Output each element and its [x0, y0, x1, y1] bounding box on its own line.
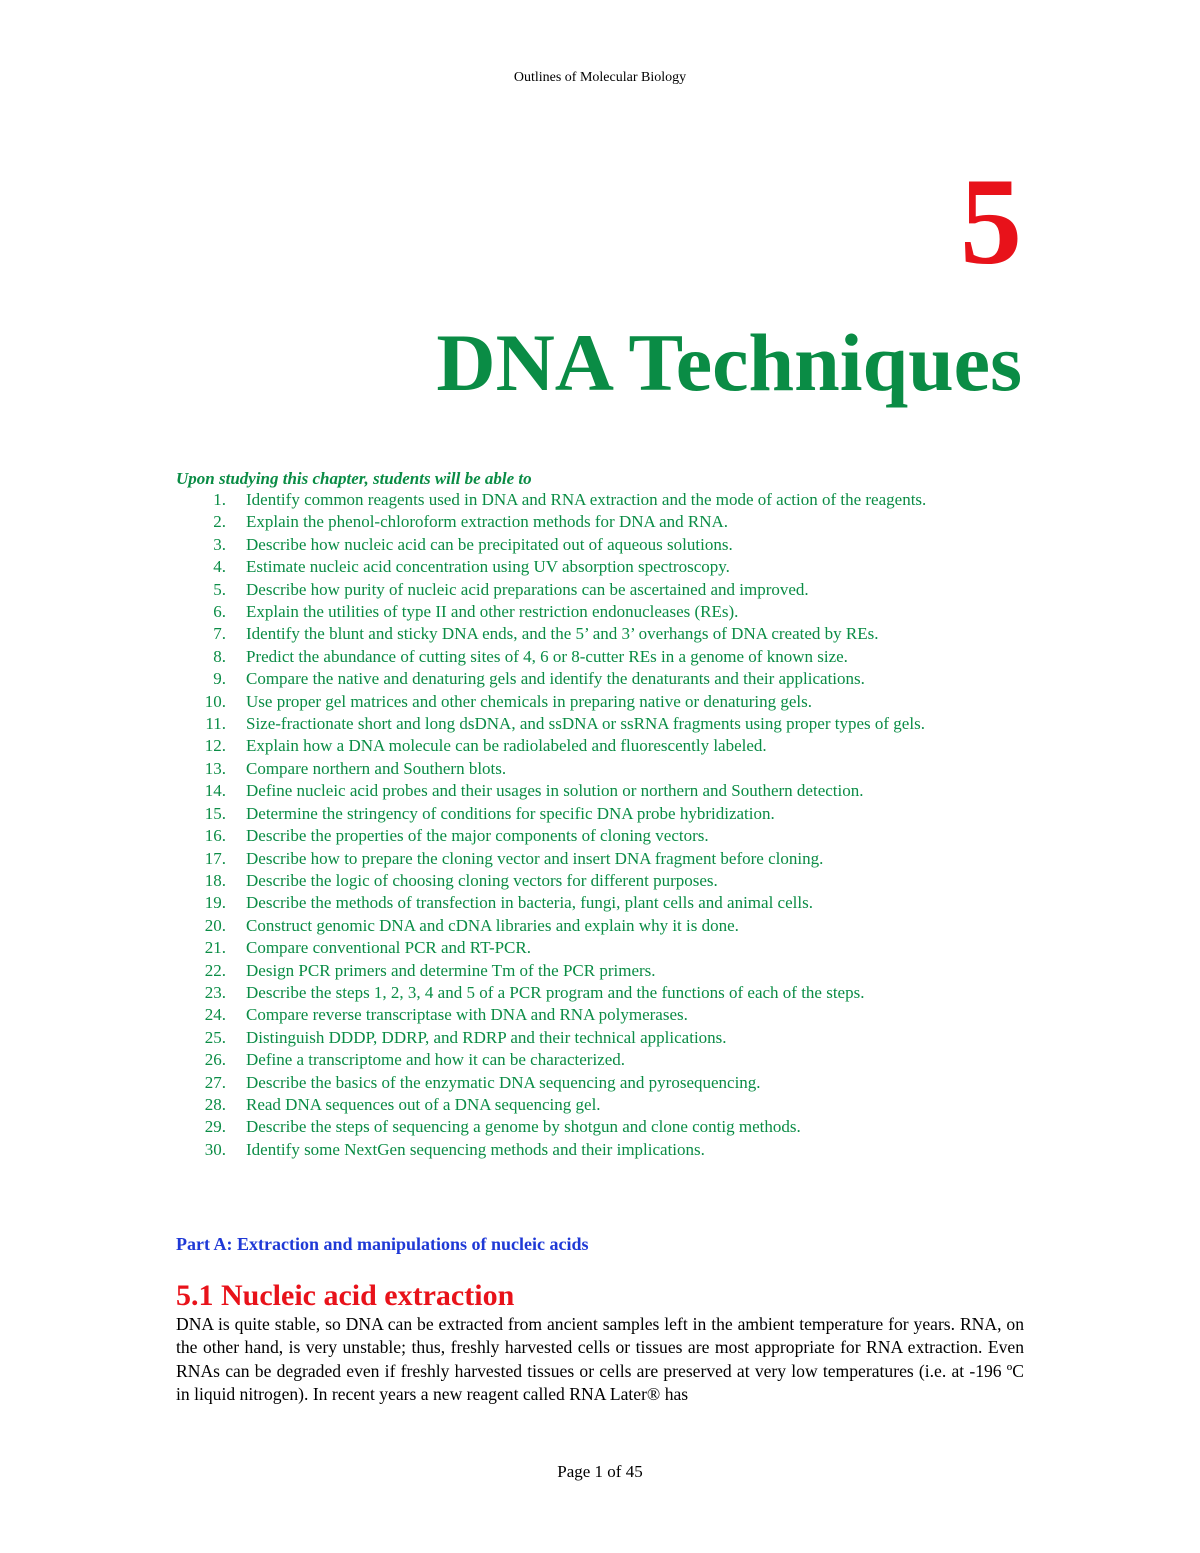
- objective-item: 6. Explain the utilities of type II and other restriction endonucleases (REs).: [213, 602, 739, 622]
- objective-item: 4. Estimate nucleic acid concentration using UV absorption spectroscopy.: [213, 557, 730, 577]
- objective-item: 7. Identify the blunt and sticky DNA ends, and the 5’ and 3’ overhangs of DNA created by REs.: [213, 624, 879, 644]
- objective-item: 10. Use proper gel matrices and other chemicals in preparing native or denaturing gels.: [204, 691, 812, 711]
- objective-item: 24. Compare reverse transcriptase with DNA and RNA polymerases.: [204, 1005, 688, 1025]
- objective-item: 25. Distinguish DDDP, DDRP, and RDRP and their technical applications.: [204, 1027, 727, 1047]
- objective-item: 28. Read DNA sequences out of a DNA sequencing gel.: [204, 1094, 601, 1114]
- objective-item: 29. Describe the steps of sequencing a genome by shotgun and clone contig methods.: [204, 1117, 801, 1137]
- objective-item: 5. Describe how purity of nucleic acid preparations can be ascertained and improved.: [213, 579, 809, 599]
- objective-item: 23. Describe the steps 1, 2, 3, 4 and 5 of a PCR program and the functions of each of the steps.: [204, 982, 865, 1002]
- objective-item: 3. Describe how nucleic acid can be precipitated out of aqueous solutions.: [213, 534, 733, 554]
- objective-item: 8. Predict the abundance of cutting sites of 4, 6 or 8-cutter REs in a genome of known size.: [213, 646, 848, 666]
- chapter-number: 5: [960, 153, 1022, 290]
- running-header: Outlines of Molecular Biology: [513, 70, 687, 85]
- objective-item: 27. Describe the basics of the enzymatic DNA sequencing and pyrosequencing.: [204, 1072, 761, 1092]
- chapter-title: DNA Techniques: [436, 317, 1022, 408]
- objective-item: 1. Identify common reagents used in DNA and RNA extraction and the mode of action of the reagents.: [213, 490, 927, 509]
- objective-item: 9. Compare the native and denaturing gels and identify the denaturants and their applications.: [213, 669, 865, 689]
- section-heading: 5.1 Nucleic acid extraction: [176, 1279, 515, 1312]
- objective-item: 12. Explain how a DNA molecule can be radiolabeled and fluorescently labeled.: [204, 736, 767, 756]
- page-number: Page 1 of 45: [557, 1462, 643, 1481]
- objective-item: 22. Design PCR primers and determine Tm of the PCR primers.: [204, 960, 656, 980]
- objective-item: 2. Explain the phenol-chloroform extraction methods for DNA and RNA.: [213, 512, 729, 532]
- objective-item: 15. Determine the stringency of conditions for specific DNA probe hybridization.: [204, 803, 775, 823]
- objective-item: 20. Construct genomic DNA and cDNA libraries and explain why it is done.: [204, 915, 739, 935]
- objective-item: 26. Define a transcriptome and how it can be characterized.: [204, 1050, 626, 1070]
- objective-item: 14. Define nucleic acid probes and their usages in solution or northern and Southern detection.: [204, 781, 864, 801]
- objective-item: 13. Compare northern and Southern blots.: [204, 758, 507, 778]
- objective-item: 21. Compare conventional PCR and RT-PCR.: [204, 938, 531, 958]
- objective-item: 11. Size-fractionate short and long dsDNA, and ssDNA or ssRNA fragments using proper types of gels.: [205, 714, 925, 734]
- objective-item: 17. Describe how to prepare the cloning vector and insert DNA fragment before cloning.: [204, 848, 824, 868]
- objective-item: 19. Describe the methods of transfection in bacteria, fungi, plant cells and animal cells.: [204, 893, 813, 913]
- objective-item: 30. Identify some NextGen sequencing methods and their implications.: [204, 1139, 705, 1159]
- objectives-intro: Upon studying this chapter, students will be able to: [176, 469, 532, 488]
- learning-objectives-list: [176, 489, 1026, 1161]
- objective-item: 16. Describe the properties of the major components of cloning vectors.: [204, 826, 709, 846]
- section-body-paragraph: DNA is quite stable, so DNA can be extracted from ancient samples left in the ambient temperature for years. RNA, on the other hand, is very unstable; thus, freshly harvested cells or tissues are most appropriate for RNA extraction. Even RNAs can be degraded even if freshly harvested tissues or cells are preserved at very low temperatures (i.e. at -196 ºC in liquid nitrogen). In recent years a new reagent called RNA Later® has: [176, 1314, 1024, 1405]
- objective-item: 18. Describe the logic of choosing cloning vectors for different purposes.: [204, 870, 718, 890]
- part-heading: Part A: Extraction and manipulations of nucleic acids: [176, 1234, 589, 1254]
